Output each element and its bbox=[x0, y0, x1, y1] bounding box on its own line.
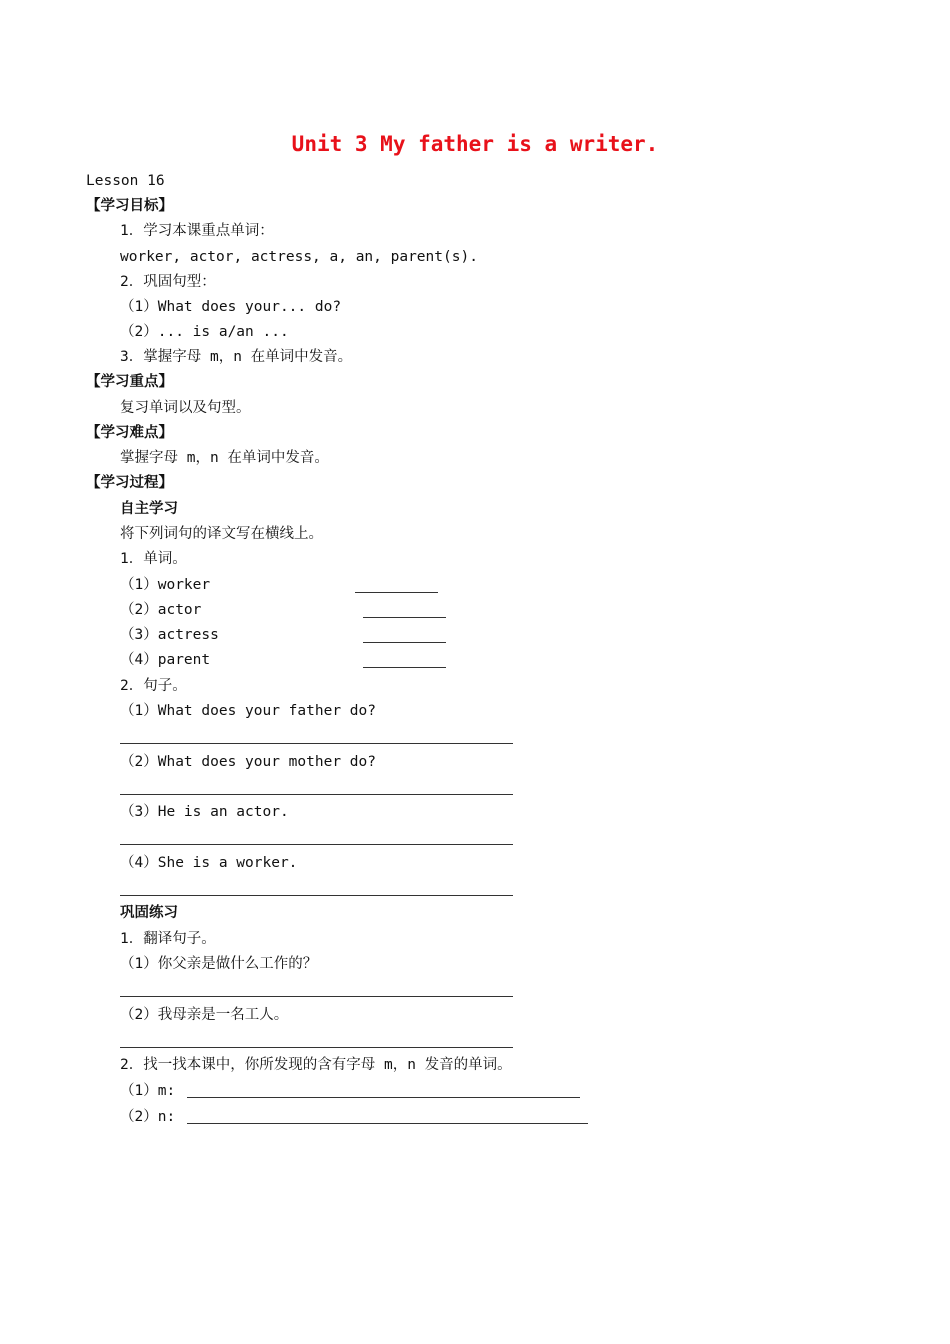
sentence-item: （3）He is an actor. bbox=[120, 804, 289, 820]
sentence-item: （4）She is a worker. bbox=[120, 855, 298, 871]
self-study-instruction: 将下列词句的译文写在横线上。 bbox=[120, 526, 323, 542]
find-n-label: （2）n: bbox=[120, 1109, 176, 1125]
words-label: 1．单词。 bbox=[120, 551, 187, 567]
objective-words: worker, actor, actress, a, an, parent(s). bbox=[120, 249, 478, 265]
key-points-text: 复习单词以及句型。 bbox=[120, 400, 251, 416]
word-item: （1）worker bbox=[120, 577, 211, 593]
translate-label: 1．翻译句子。 bbox=[120, 931, 216, 947]
translate-item: （1）你父亲是做什么工作的？ bbox=[120, 956, 318, 972]
process-heading: 【学习过程】 bbox=[86, 475, 173, 491]
answer-line[interactable] bbox=[120, 794, 513, 795]
word-item: （4）parent bbox=[120, 652, 211, 668]
sentence-item: （1）What does your father do? bbox=[120, 703, 376, 719]
difficulties-heading: 【学习难点】 bbox=[86, 425, 173, 441]
answer-line[interactable] bbox=[120, 743, 513, 744]
word-item: （2）actor bbox=[120, 602, 202, 618]
find-m-line[interactable] bbox=[187, 1097, 580, 1098]
answer-line[interactable] bbox=[120, 996, 513, 997]
key-points-heading: 【学习重点】 bbox=[86, 374, 173, 390]
find-m-label: （1）m: bbox=[120, 1083, 176, 1099]
objectives-heading: 【学习目标】 bbox=[86, 198, 173, 214]
sentence-item: （2）What does your mother do? bbox=[120, 754, 376, 770]
answer-blank[interactable] bbox=[363, 667, 446, 668]
pattern-1: （1）What does your... do? bbox=[120, 299, 342, 315]
page-title: Unit 3 My father is a writer. bbox=[291, 132, 659, 156]
translate-item: （2）我母亲是一名工人。 bbox=[120, 1007, 289, 1023]
objective-3: 3．掌握字母 m，n 在单词中发音。 bbox=[120, 349, 353, 365]
answer-blank[interactable] bbox=[355, 592, 438, 593]
lesson-label: Lesson 16 bbox=[86, 173, 165, 189]
objective-2: 2．巩固句型： bbox=[120, 274, 216, 290]
difficulties-text: 掌握字母 m，n 在单词中发音。 bbox=[120, 450, 329, 466]
find-label: 2．找一找本课中，你所发现的含有字母 m，n 发音的单词。 bbox=[120, 1057, 512, 1073]
answer-line[interactable] bbox=[120, 844, 513, 845]
find-n-line[interactable] bbox=[187, 1123, 588, 1124]
answer-blank[interactable] bbox=[363, 617, 446, 618]
word-item: （3）actress bbox=[120, 627, 219, 643]
answer-line[interactable] bbox=[120, 895, 513, 896]
sentences-label: 2．句子。 bbox=[120, 678, 187, 694]
self-study-heading: 自主学习 bbox=[120, 501, 178, 517]
practice-heading: 巩固练习 bbox=[120, 905, 178, 921]
objective-1: 1．学习本课重点单词： bbox=[120, 223, 274, 239]
pattern-2: （2）... is a/an ... bbox=[120, 324, 289, 340]
answer-line[interactable] bbox=[120, 1047, 513, 1048]
answer-blank[interactable] bbox=[363, 642, 446, 643]
